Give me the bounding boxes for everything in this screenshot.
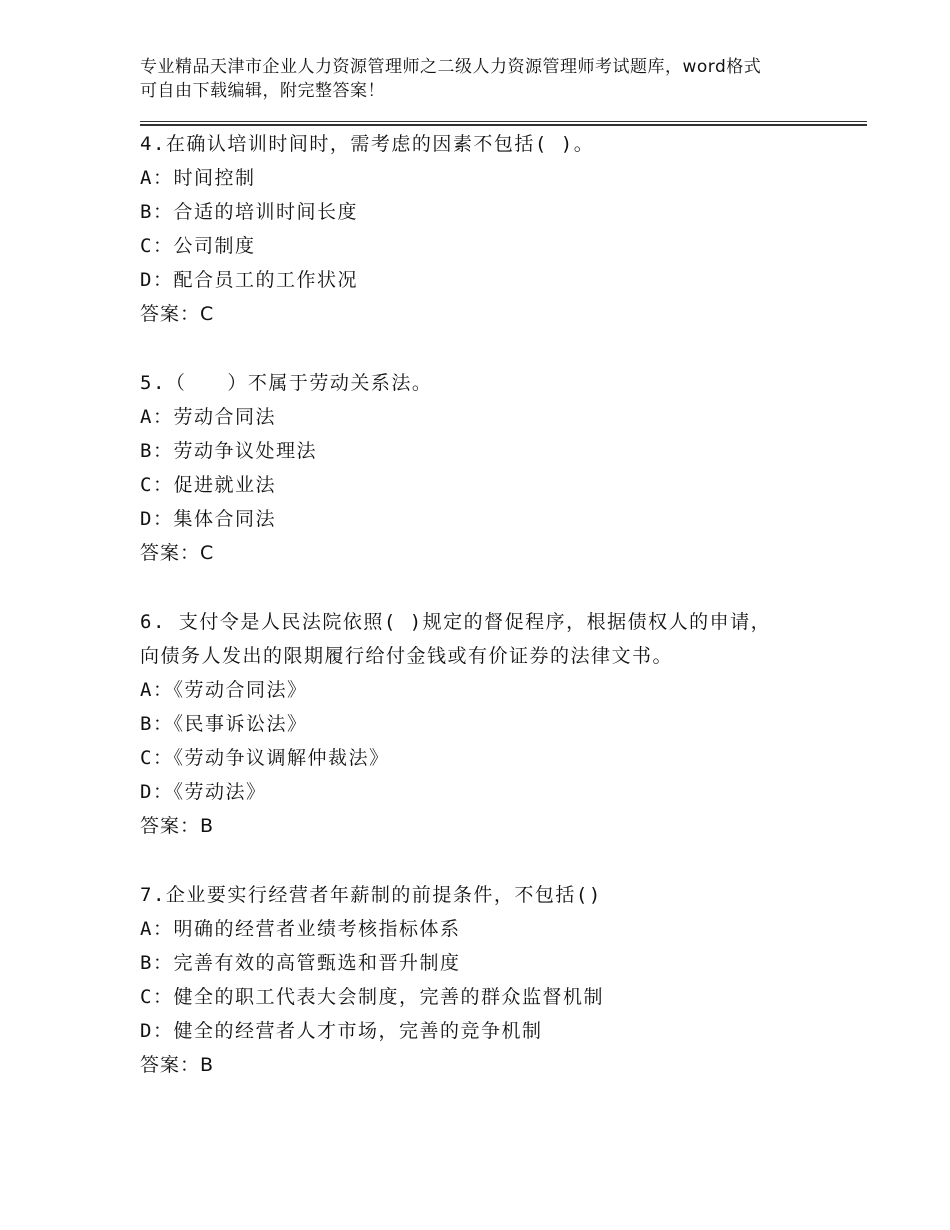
- question-stem: 4.在确认培训时间时，需考虑的因素不包括( )。: [140, 133, 595, 155]
- question-7: [140, 878, 840, 1082]
- option-b: B：合适的培训时间长度: [140, 201, 358, 223]
- option-d: D：配合员工的工作状况: [140, 269, 358, 291]
- header-divider-thick: [140, 124, 867, 126]
- header-line-2: 可自由下载编辑，附完整答案！: [140, 81, 385, 101]
- header-line-1: 专业精品天津市企业人力资源管理师之二级人力资源管理师考试题库，word格式: [140, 57, 762, 77]
- question-stem-continued: 向债务人发出的限期履行给付金钱或有价证券的法律文书。: [140, 645, 674, 667]
- option-a: A：时间控制: [140, 167, 256, 189]
- answer: 答案：B: [140, 1054, 215, 1076]
- option-c: C：促进就业法: [140, 474, 276, 496]
- option-b: B：《民事诉讼法》: [140, 713, 308, 735]
- question-stem: 7.企业要实行经营者年薪制的前提条件，不包括(): [140, 884, 602, 906]
- answer: 答案：C: [140, 542, 215, 564]
- option-d: D：健全的经营者人才市场，完善的竞争机制: [140, 1020, 543, 1042]
- document-header: [140, 55, 820, 103]
- question-4: [140, 127, 840, 331]
- option-c: C：《劳动争议调解仲裁法》: [140, 747, 390, 769]
- answer: 答案：B: [140, 815, 215, 837]
- answer: 答案：C: [140, 303, 215, 325]
- option-b: B：完善有效的高管甄选和晋升制度: [140, 952, 461, 974]
- option-b: B：劳动争议处理法: [140, 440, 317, 462]
- option-d: D：集体合同法: [140, 508, 276, 530]
- option-d: D：《劳动法》: [140, 781, 267, 803]
- option-a: A：明确的经营者业绩考核指标体系: [140, 918, 461, 940]
- question-6: [140, 605, 840, 843]
- question-5: [140, 366, 840, 570]
- question-stem: 6. 支付令是人民法院依照( )规定的督促程序，根据债权人的申请，: [140, 611, 772, 633]
- option-a: A：劳动合同法: [140, 406, 276, 428]
- option-c: C：公司制度: [140, 235, 256, 257]
- option-c: C：健全的职工代表大会制度，完善的群众监督机制: [140, 986, 604, 1008]
- question-stem: 5.（ ）不属于劳动关系法。: [140, 372, 433, 394]
- header-divider-thin: [140, 121, 867, 122]
- option-a: A：《劳动合同法》: [140, 679, 308, 701]
